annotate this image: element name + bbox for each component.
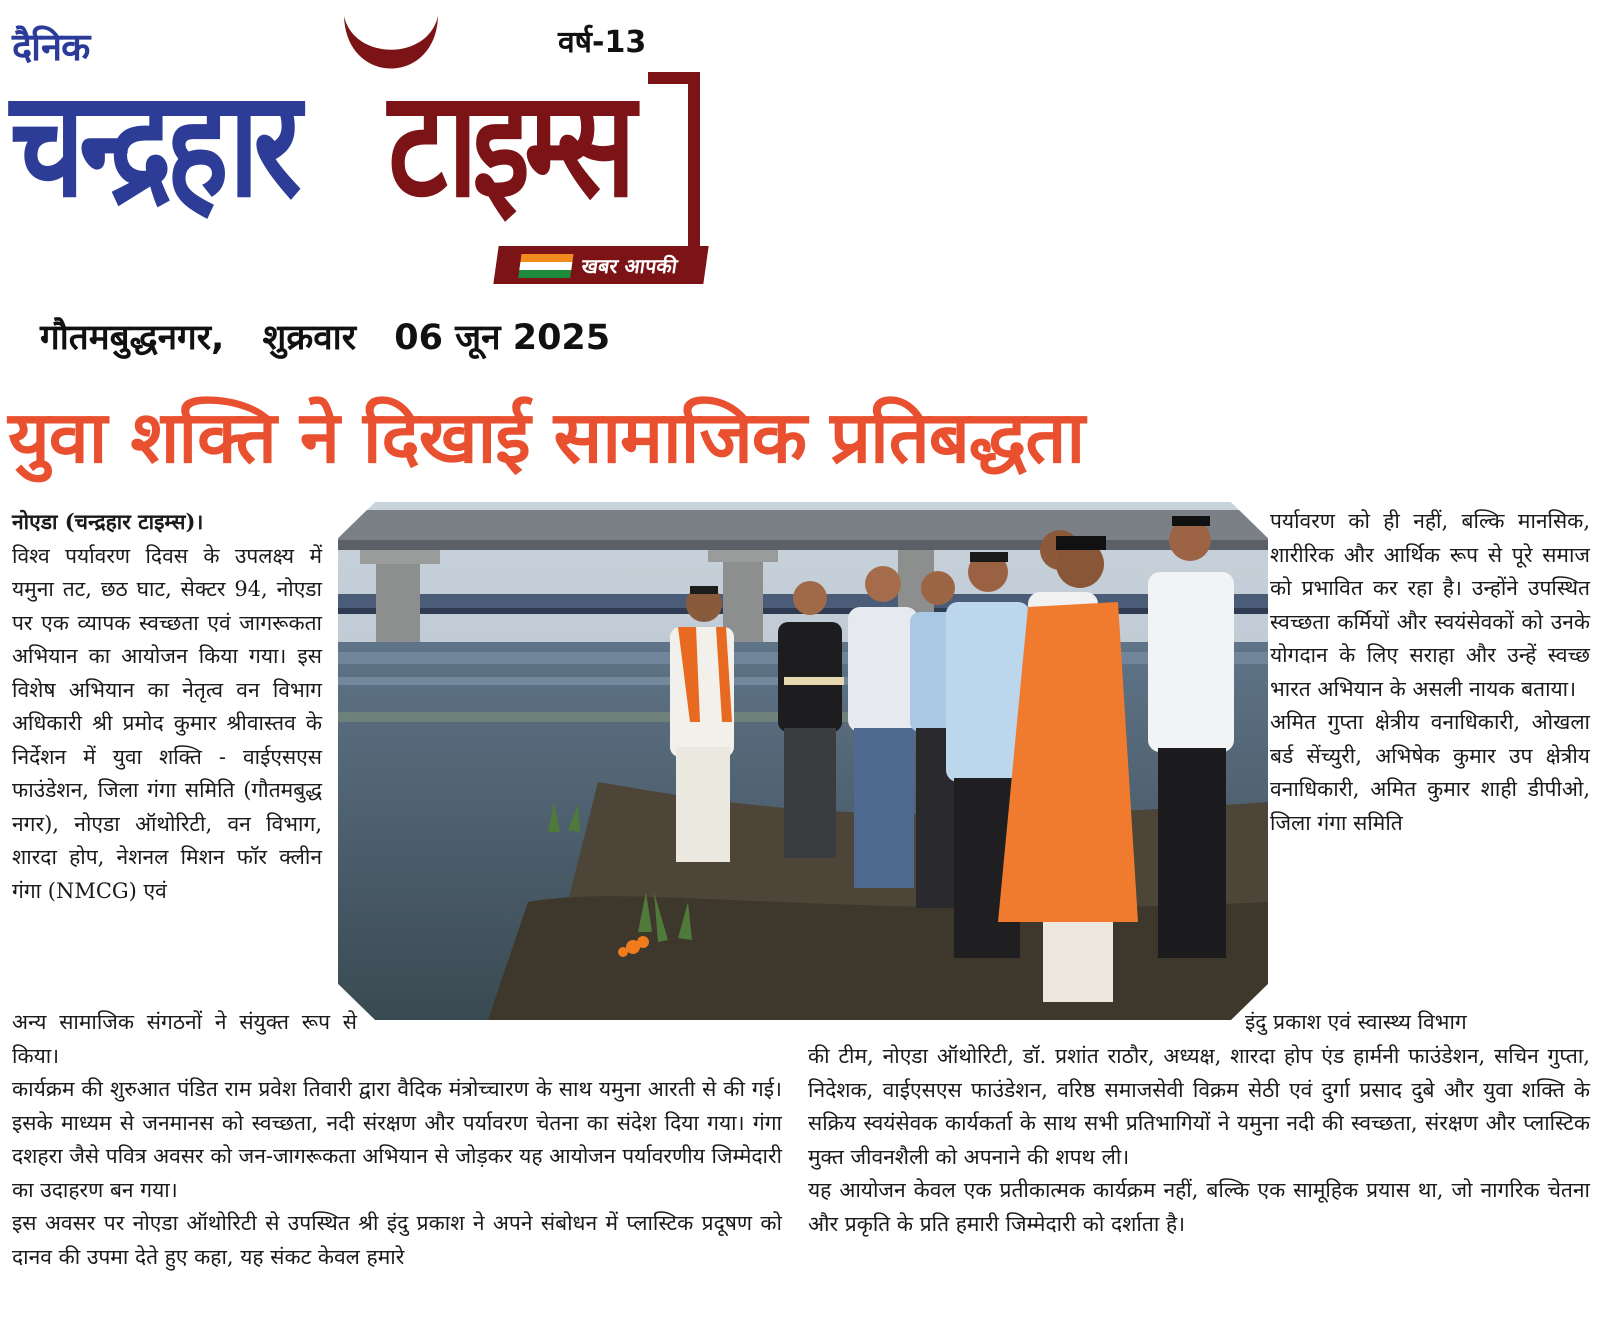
article-column-right [1270,505,1590,840]
tricolor-flag-icon [518,254,573,278]
masthead-title-part1: चन्द्रहार [10,57,296,230]
yamuna-aarti-photo [338,502,1268,1020]
article-dateline: नोएडा (चन्द्रहार टाइम्स)। [12,509,204,534]
article-paragraph: इंदु प्रकाश एवं स्वास्थ्य विभाग [1245,1010,1467,1034]
article-paragraph: अन्य सामाजिक संगठनों ने संयुक्त रूप से किया। [12,1010,357,1068]
dateline [40,313,636,360]
dateline-date: 06 जून 2025 [394,318,611,358]
dateline-place: गौतमबुद्धनगर, [40,318,225,358]
masthead-title-part2: टाइम्स [388,57,631,230]
article-paragraph: इस अवसर पर नोएडा ऑथोरिटी से उपस्थित श्री इंदु प्रकाश ने अपने संबोधन में प्लास्टिक प्रदूषण को दानव की उपमा देते हुए कहा, यह संकट केवल हमारे [12,1211,782,1269]
dateline-day: शुक्रवार [262,318,357,358]
tagline-bar [493,246,708,284]
article-bottom-right [808,1040,1590,1241]
article-paragraph: की टीम, नोएडा ऑथोरिटी, डॉ. प्रशांत राठौर, अध्यक्ष, शारदा होप एंड हार्मनी फाउंडेशन, सचिन गुप्ता, निदेशक, वाईएसएस फाउंडेशन, वरिष्ठ समाजसेवी विक्रम सेठी एवं दुर्गा प्रसाद दुबे और युवा शक्ति के सक्रिय स्वयंसेवक कार्यकर्ता के साथ सभी प्रतिभागियों ने यमुना नदी की स्वच्छता, संरक्षण और प्लास्टिक मुक्त जीवनशैली को अपनाने की शपथ ली। [808,1044,1590,1169]
article-paragraph: विश्व पर्यावरण दिवस के उपलक्ष्य में यमुना तट, छठ घाट, सेक्टर 94, नोएडा पर एक व्यापक स्वच्छता एवं जागरूकता अभियान का आयोजन किया गया। इस विशेष अभियान का नेतृत्व वन विभाग अधिकारी श्री प्रमोद कुमार श्रीवास्तव के निर्देशन में युवा शक्ति - वाईएसएस फाउंडेशन, जिला गंगा समिति (गौतमबुद्ध नगर), नोएडा ऑथोरिटी, वन विभाग, शारदा होप, नेशनल मिशन फॉर क्लीन गंगा (NMCG) एवं [12,543,322,903]
news-photo [338,502,1268,1020]
article-paragraph: अमित गुप्ता क्षेत्रीय वनाधिकारी, ओखला बर्ड सेंच्युरी, अभिषेक कुमार उप क्षेत्रीय वनाधिकारी, अमित कुमार शाही डीपीओ, जिला गंगा समिति [1270,710,1590,835]
article-bottom-left [12,1073,782,1274]
year-label: वर्ष-13 [558,25,647,60]
article-paragraph: पर्यावरण को ही नहीं, बल्कि मानसिक, शारीरिक और आर्थिक रूप से पूरे समाज को प्रभावित कर रहा है। उन्होंने उपस्थित स्वच्छता कर्मियों और स्वयंसेवकों को उनके योगदान के लिए सराहा और उन्हें स्वच्छ भारत अभियान के असली नायक बताया। [1270,509,1590,701]
tagline-text: खबर आपकी [580,254,679,278]
masthead [0,0,720,300]
headline: युवा शक्ति ने दिखाई सामाजिक प्रतिबद्धता [8,395,1085,479]
daily-label: दैनिक [12,25,90,69]
article-column-left-continued [12,1006,357,1073]
article-column-left [12,505,322,908]
article-paragraph: यह आयोजन केवल एक प्रतीकात्मक कार्यक्रम नहीं, बल्कि एक सामूहिक प्रयास था, जो नागरिक चेतना और प्रकृति के प्रति हमारी जिम्मेदारी को दर्शाता है। [808,1178,1590,1236]
article-column-right-continued [1245,1006,1590,1040]
article-paragraph: कार्यक्रम की शुरुआत पंडित राम प्रवेश तिवारी द्वारा वैदिक मंत्रोच्चारण के साथ यमुना आरती से की गई। इसके माध्यम से जनमानस को स्वच्छता, नदी संरक्षण और पर्यावरण चेतना का संदेश दिया गया। गंगा दशहरा जैसे पवित्र अवसर को जन-जागरूकता अभियान से जोड़कर यह आयोजन पर्यावरणीय जिम्मेदारी का उदाहरण बन गया। [12,1077,782,1202]
